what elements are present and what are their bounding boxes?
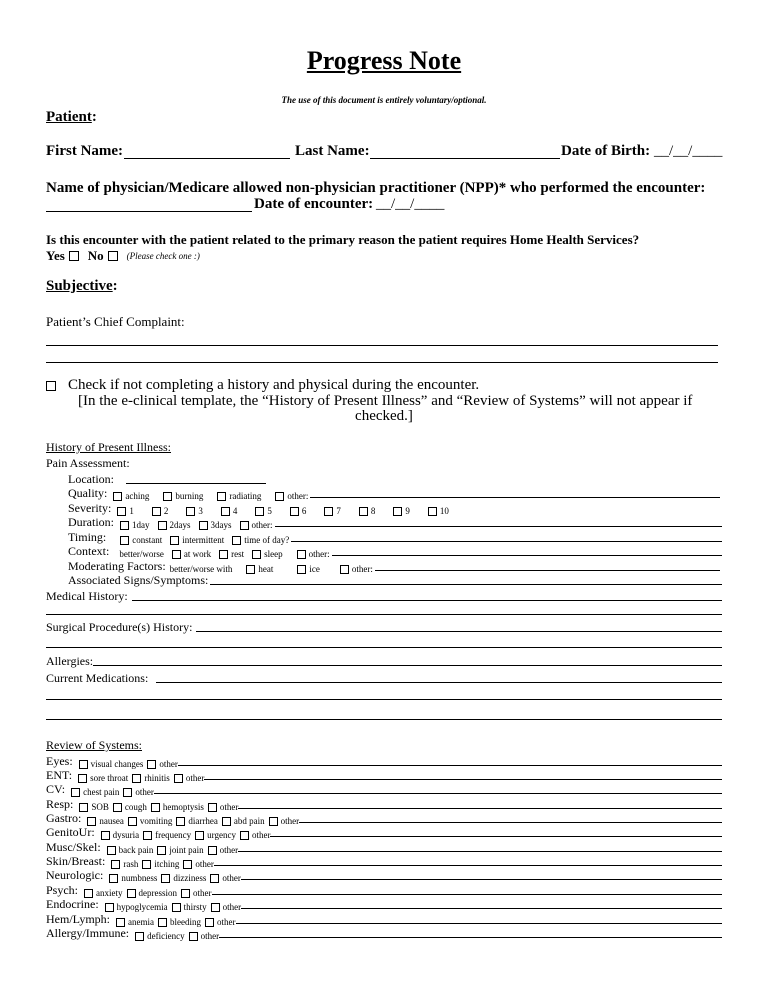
checkbox[interactable]	[135, 932, 144, 941]
ros-option[interactable]	[109, 873, 157, 883]
checkbox[interactable]	[105, 903, 114, 912]
surgical-history-field[interactable]	[196, 631, 722, 632]
option-label: 2days	[169, 520, 191, 530]
last-name-label: Last Name:	[295, 143, 370, 159]
option-label: rash	[123, 859, 139, 869]
dob-label: Date of Birth:	[561, 143, 651, 159]
ros-other-field[interactable]	[214, 865, 722, 866]
ros-option[interactable]	[123, 787, 154, 797]
quality-option[interactable]	[217, 491, 261, 501]
checkbox[interactable]	[172, 903, 181, 912]
option-label: visual changes	[90, 759, 144, 769]
moderating-label: Moderating Factors:	[68, 559, 166, 573]
option-label: 3days	[210, 520, 232, 530]
checkbox[interactable]	[120, 521, 129, 530]
ros-option[interactable]	[161, 873, 206, 883]
quality-option[interactable]	[163, 491, 203, 501]
ros-heading: Review of Systems:	[46, 738, 142, 752]
quality-option[interactable]	[275, 491, 308, 501]
option-label: back pain	[118, 845, 154, 855]
option-label: intermittent	[182, 535, 225, 545]
option-label: other	[222, 873, 241, 883]
option-label: other:	[287, 491, 309, 501]
checkbox[interactable]	[275, 492, 284, 501]
checkbox[interactable]	[172, 550, 181, 559]
ros-label: Psych:	[46, 883, 79, 897]
medical-history-line-2[interactable]	[46, 614, 722, 615]
ros-other-field[interactable]	[241, 908, 722, 909]
option-label: aching	[125, 491, 150, 501]
ros-row	[46, 782, 722, 797]
checkbox[interactable]	[158, 521, 167, 530]
duration-option[interactable]	[240, 520, 273, 530]
quality-other-field[interactable]	[310, 497, 720, 498]
associated-label: Associated Signs/Symptoms:	[68, 573, 209, 587]
option-label: other:	[251, 520, 273, 530]
ros-label: Neurologic:	[46, 868, 104, 882]
option-label: urgency	[207, 830, 236, 840]
context-other-field[interactable]	[332, 555, 722, 556]
home-health-question: Is this encounter with the patient related to the primary reason the patient requires Home Health Services?	[46, 232, 640, 247]
checkbox[interactable]	[211, 903, 220, 912]
quality-option[interactable]	[113, 491, 149, 501]
last-name-field[interactable]	[370, 158, 560, 159]
ros-row	[46, 897, 722, 912]
ros-row	[46, 811, 722, 826]
chief-complaint-line-2[interactable]	[46, 362, 718, 363]
checkbox[interactable]	[297, 550, 306, 559]
moderating-prefix: better/worse with	[169, 564, 233, 574]
allergies-label: Allergies:	[46, 654, 94, 668]
option-label: frequency	[155, 830, 192, 840]
patient-heading	[46, 108, 97, 126]
associated-row	[68, 573, 722, 588]
context-option[interactable]	[297, 549, 330, 559]
option-label: 4	[232, 506, 238, 516]
ros-label: CV:	[46, 782, 66, 796]
bracket-note-line-2: checked.]	[355, 408, 413, 424]
chief-complaint-label: Patient’s Chief Complaint:	[46, 314, 185, 329]
ros-other-field[interactable]	[241, 879, 722, 880]
option-label: deficiency	[147, 931, 185, 941]
allergies-row	[46, 654, 722, 669]
option-label: diarrhea	[188, 816, 218, 826]
medical-history-label: Medical History:	[46, 589, 128, 603]
chief-complaint-line-1[interactable]	[46, 345, 718, 346]
ros-other-field[interactable]	[236, 923, 723, 924]
option-label: 8	[370, 506, 376, 516]
location-field[interactable]	[126, 483, 266, 484]
current-meds-line-2[interactable]	[46, 699, 722, 700]
option-label: hypoglycemia	[116, 902, 168, 912]
severity-row	[68, 501, 449, 516]
severity-label: Severity:	[68, 501, 112, 515]
allergies-field[interactable]	[93, 665, 722, 666]
ros-option[interactable]	[210, 873, 241, 883]
page-title: Progress Note	[306, 46, 462, 75]
option-label: other	[159, 759, 178, 769]
option-label: hemoptysis	[162, 802, 204, 812]
checkbox[interactable]	[71, 788, 80, 797]
checkbox[interactable]	[101, 831, 110, 840]
option-label: abd pain	[233, 816, 265, 826]
ros-label: GenitoUr:	[46, 825, 95, 839]
option-label: joint pain	[169, 845, 204, 855]
moderating-other-field[interactable]	[375, 570, 720, 571]
ros-option[interactable]	[105, 902, 168, 912]
option-label: 2	[163, 506, 169, 516]
option-label: other:	[308, 549, 330, 559]
ros-option[interactable]	[240, 830, 271, 840]
option-label: sleep	[264, 549, 283, 559]
encounter-date-label: Date of encounter:	[254, 196, 374, 212]
ros-other-field[interactable]	[219, 937, 722, 938]
ros-label: Allergy/Immune:	[46, 926, 130, 940]
pain-assessment-label: Pain Assessment:	[46, 456, 130, 470]
checkbox[interactable]	[161, 874, 170, 883]
timing-row	[68, 530, 722, 545]
option-label: rhinitis	[144, 773, 170, 783]
option-label: at work	[183, 549, 212, 559]
ros-row	[46, 797, 722, 812]
option-label: time of day?	[244, 535, 290, 545]
option-label: other	[219, 845, 239, 855]
current-meds-line-3[interactable]	[46, 719, 722, 720]
ros-label: Resp:	[46, 797, 74, 811]
location-row	[68, 472, 266, 487]
ros-label: Endocrine:	[46, 897, 99, 911]
ros-row	[46, 825, 722, 840]
checkbox[interactable]	[143, 831, 152, 840]
checkbox[interactable]	[199, 521, 208, 530]
option-label: bleeding	[170, 917, 201, 927]
ros-option[interactable]	[101, 830, 140, 840]
ros-label: Hem/Lymph:	[46, 912, 110, 926]
ros-option[interactable]	[211, 902, 242, 912]
checkbox[interactable]	[210, 874, 219, 883]
ros-option[interactable]	[172, 902, 207, 912]
checkbox[interactable]	[189, 932, 198, 941]
ros-other-field[interactable]	[270, 836, 722, 837]
option-label: sore throat	[90, 773, 129, 783]
quality-row	[68, 486, 720, 501]
option-label: other	[195, 859, 214, 869]
option-label: dizziness	[173, 873, 207, 883]
ros-option[interactable]	[71, 787, 119, 797]
ros-other-field[interactable]	[204, 779, 722, 780]
checkbox[interactable]	[109, 874, 118, 883]
option-label: other	[251, 830, 271, 840]
timing-label: Timing:	[68, 530, 107, 544]
context-row	[68, 544, 722, 559]
ros-option[interactable]	[195, 830, 236, 840]
first-name-label: First Name:	[46, 143, 124, 159]
option-label: other	[217, 917, 236, 927]
option-label: 7	[336, 506, 341, 516]
no-checkbox[interactable]	[108, 251, 118, 261]
ros-row	[46, 926, 722, 941]
patient-heading-colon: :	[91, 109, 97, 125]
duration-other-field[interactable]	[275, 526, 723, 527]
ros-label: ENT:	[46, 768, 73, 782]
option-label: cough	[124, 802, 147, 812]
subjective-heading-colon: :	[112, 278, 118, 294]
option-label: 5	[267, 506, 272, 516]
option-label: radiating	[229, 491, 262, 501]
duration-label: Duration:	[68, 515, 114, 529]
option-label: 10	[439, 506, 449, 516]
option-label: other	[280, 816, 300, 826]
ros-label: Eyes:	[46, 754, 73, 768]
page-subtitle: The use of this document is entirely voluntary/optional.	[281, 95, 487, 105]
context-option[interactable]	[252, 549, 283, 559]
hpi-heading: History of Present Illness:	[46, 440, 171, 454]
option-label: anxiety	[96, 888, 123, 898]
current-meds-row	[46, 671, 722, 686]
option-label: numbness	[121, 873, 158, 883]
surgical-history-line-2[interactable]	[46, 647, 722, 648]
option-label: constant	[132, 535, 163, 545]
check-one-note: (Please check one :)	[126, 251, 200, 261]
option-label: nausea	[99, 816, 124, 826]
option-label: 1day	[132, 520, 150, 530]
ros-row	[46, 912, 722, 927]
ros-other-field[interactable]	[238, 808, 722, 809]
checkbox[interactable]	[163, 492, 172, 501]
subjective-heading-text: Subjective	[46, 278, 113, 294]
option-label: dysuria	[112, 830, 140, 840]
ros-option[interactable]	[189, 931, 220, 941]
option-label: anemia	[128, 917, 154, 927]
option-label: other	[219, 802, 239, 812]
option-label: ice	[309, 564, 320, 574]
ros-row	[46, 854, 722, 869]
ros-label: Musc/Skel:	[46, 840, 101, 854]
ros-other-field[interactable]	[238, 851, 722, 852]
option-label: other	[200, 931, 220, 941]
option-label: 3	[198, 506, 203, 516]
checkbox[interactable]	[113, 492, 122, 501]
current-meds-field[interactable]	[156, 682, 722, 683]
checkbox[interactable]	[219, 550, 228, 559]
option-label: rest	[231, 549, 245, 559]
context-option[interactable]	[219, 549, 244, 559]
checkbox[interactable]	[240, 521, 249, 530]
option-label: 1	[129, 506, 134, 516]
duration-option[interactable]	[120, 520, 150, 530]
checkbox[interactable]	[123, 788, 132, 797]
option-label: other	[135, 787, 154, 797]
context-label: Context:	[68, 544, 110, 558]
surgical-history-label: Surgical Procedure(s) History:	[46, 620, 193, 634]
ros-row	[46, 868, 722, 883]
duration-row	[68, 515, 722, 530]
patient-heading-text: Patient	[46, 109, 92, 125]
location-label: Location:	[68, 472, 114, 486]
option-label: heat	[258, 564, 274, 574]
option-label: other:	[351, 564, 373, 574]
checkbox[interactable]	[252, 550, 261, 559]
option-label: chest pain	[83, 787, 120, 797]
not-completing-row	[46, 377, 479, 394]
yes-checkbox[interactable]	[69, 251, 79, 261]
bracket-note-line-1: [In the e-clinical template, the “History of Present Illness” and “Review of Systems” will not appear if	[78, 393, 693, 409]
checkbox[interactable]	[217, 492, 226, 501]
quality-label: Quality:	[68, 486, 108, 500]
ros-other-field[interactable]	[299, 822, 722, 823]
not-completing-text: Check if not completing a history and physical during the encounter.	[68, 377, 480, 393]
option-label: itching	[154, 859, 180, 869]
ros-row	[46, 768, 722, 783]
option-label: 6	[301, 506, 307, 516]
ros-other-field[interactable]	[212, 894, 722, 895]
ros-label: Gastro:	[46, 811, 82, 825]
option-label: vomiting	[139, 816, 173, 826]
ros-option[interactable]	[135, 931, 184, 941]
yes-label: Yes	[46, 248, 65, 263]
option-label: depression	[138, 888, 178, 898]
not-completing-checkbox[interactable]	[46, 381, 56, 391]
ros-other-field[interactable]	[154, 793, 722, 794]
no-label: No	[87, 248, 104, 263]
ros-option[interactable]	[143, 830, 191, 840]
option-label: thirsty	[183, 902, 207, 912]
current-meds-label: Current Medications:	[46, 671, 149, 685]
physician-label: Name of physician/Medicare allowed non-physician practitioner (NPP)* who performed the encounter:	[46, 180, 706, 196]
timing-other-field[interactable]	[291, 541, 722, 542]
ros-label: Skin/Breast:	[46, 854, 106, 868]
first-name-field[interactable]	[124, 158, 290, 159]
encounter-date-field[interactable]: __/__/____	[376, 196, 445, 212]
associated-field[interactable]	[210, 584, 722, 585]
ros-row	[46, 840, 722, 855]
option-label: other	[193, 888, 212, 898]
checkbox[interactable]	[240, 831, 249, 840]
context-prefix: better/worse	[119, 549, 164, 559]
checkbox[interactable]	[195, 831, 204, 840]
option-label: SOB	[91, 802, 109, 812]
subjective-heading	[46, 277, 118, 295]
ros-row	[46, 754, 722, 769]
ros-row	[46, 883, 722, 898]
dob-field[interactable]: __/__/____	[654, 143, 723, 159]
physician-name-field[interactable]	[46, 211, 252, 212]
surgical-history-row	[46, 620, 722, 635]
duration-option[interactable]	[199, 520, 232, 530]
option-label: 9	[405, 506, 410, 516]
medical-history-row	[46, 589, 722, 604]
duration-option[interactable]	[158, 520, 191, 530]
option-label: burning	[175, 491, 204, 501]
moderating-row	[68, 559, 720, 574]
context-option[interactable]	[172, 549, 211, 559]
medical-history-field[interactable]	[132, 600, 722, 601]
option-label: other	[222, 902, 242, 912]
ros-other-field[interactable]	[178, 765, 722, 766]
yes-no-row	[46, 248, 200, 264]
option-label: other	[185, 773, 205, 783]
